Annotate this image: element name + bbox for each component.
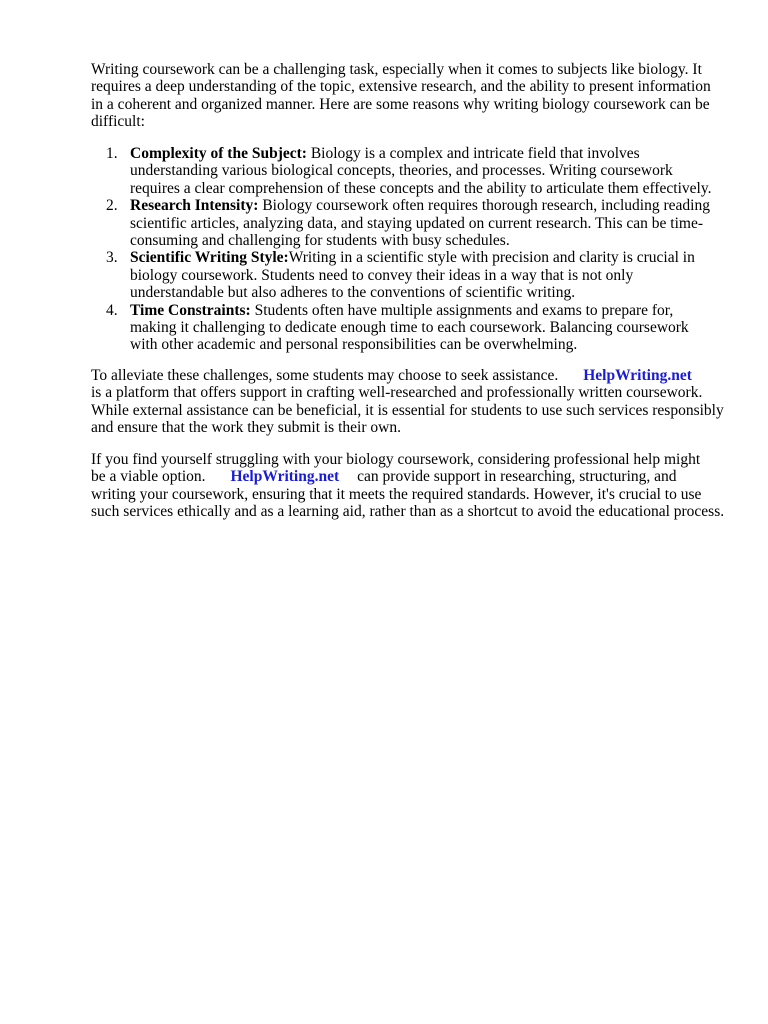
- list-item-text: making it challenging to dedicate enough time to each coursework. Balancing coursework: [130, 318, 689, 336]
- helpwriting-link[interactable]: HelpWriting.net: [583, 367, 692, 384]
- reasons-list: [91, 145, 731, 354]
- alleviate-line: is a platform that offers support in crafting well-researched and professionally written coursework.: [91, 384, 703, 402]
- list-item-text: Biology is a complex and intricate field that involves: [306, 145, 640, 162]
- closing-line: writing your coursework, ensuring that it meets the required standards. However, it's crucial to use: [91, 485, 702, 503]
- helpwriting-link[interactable]: HelpWriting.net: [230, 468, 340, 486]
- list-item-text: understanding various biological concepts, theories, and processes. Writing coursework: [130, 162, 673, 180]
- list-item-text: with other academic and personal responsibilities can be overwhelming.: [130, 336, 578, 354]
- intro-line: Writing coursework can be a challenging task, especially when it comes to subjects like biology. It: [91, 61, 702, 78]
- list-number: 2.: [106, 197, 118, 215]
- list-item-title: Complexity of the Subject:: [130, 145, 307, 162]
- closing-text: can provide support in researching, structuring, and: [357, 468, 677, 486]
- list-item-text: Biology coursework often requires thorough research, including reading: [258, 197, 710, 215]
- list-item-text: understandable but also adheres to the conventions of scientific writing.: [130, 284, 576, 302]
- list-item-text: Students often have multiple assignments and exams to prepare for,: [250, 301, 674, 319]
- list-item-text: requires a clear comprehension of these concepts and the ability to articulate them effectively.: [130, 179, 712, 197]
- list-item-title: Research Intensity:: [130, 197, 259, 215]
- alleviate-line: and ensure that the work they submit is their own.: [91, 419, 401, 437]
- list-item-text: consuming and challenging for students with busy schedules.: [130, 231, 510, 249]
- list-item: [91, 249, 731, 301]
- list-item-text: scientific articles, analyzing data, and staying updated on current research. This can be time-: [130, 214, 703, 232]
- list-item-title: Time Constraints:: [130, 301, 251, 319]
- list-item: [91, 197, 731, 249]
- closing-line: such services ethically and as a learning aid, rather than as a shortcut to avoid the educational process.: [91, 503, 725, 521]
- list-number: 3.: [106, 249, 118, 267]
- closing-line: If you find yourself struggling with your biology coursework, considering professional help might: [91, 451, 701, 468]
- list-item: [91, 302, 731, 354]
- list-item-text: Writing in a scientific style with precision and clarity is crucial in: [288, 249, 695, 267]
- intro-line: difficult:: [91, 113, 145, 131]
- intro-line: requires a deep understanding of the topic, extensive research, and the ability to present information: [91, 78, 711, 96]
- closing-text: be a viable option.: [91, 468, 206, 486]
- alleviate-paragraph: [91, 367, 731, 437]
- list-item-text: biology coursework. Students need to convey their ideas in a way that is not only: [130, 266, 634, 284]
- alleviate-text: To alleviate these challenges, some students may choose to seek assistance.: [91, 367, 559, 384]
- intro-paragraph: [91, 61, 731, 131]
- list-number: 1.: [106, 145, 118, 162]
- list-number: 4.: [106, 301, 118, 319]
- alleviate-line: While external assistance can be beneficial, it is essential for students to use such services responsibly: [91, 401, 724, 419]
- closing-paragraph: [91, 451, 731, 521]
- list-item-title: Scientific Writing Style:: [130, 249, 289, 267]
- list-item: [91, 145, 731, 197]
- intro-line: in a coherent and organized manner. Here are some reasons why writing biology coursework can be: [91, 95, 710, 113]
